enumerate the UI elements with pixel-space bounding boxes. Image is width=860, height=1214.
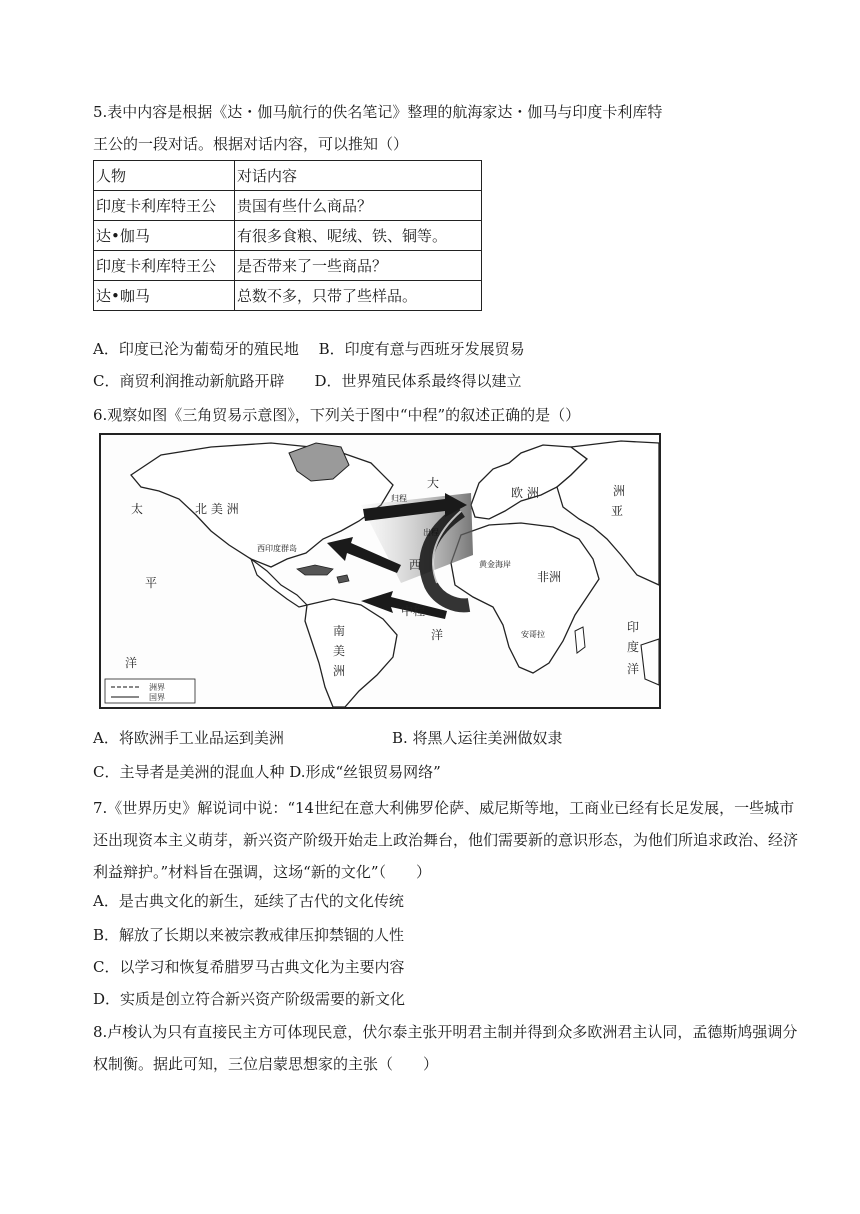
- q6-option-a: A．将欧洲手工业品运到美洲: [93, 729, 284, 747]
- table-header-row: [94, 161, 482, 191]
- label-africa: 非洲: [537, 570, 562, 584]
- table-cell-dialog: 总数不多，只带了些样品。: [235, 281, 482, 311]
- legend-country-text: 国界: [149, 693, 165, 702]
- central-america-shape: [251, 559, 307, 607]
- label-atlantic-2: 西: [409, 558, 422, 572]
- caribbean-islands-shape: [297, 565, 349, 583]
- dialog-table: [93, 160, 482, 311]
- madagascar-shape: [575, 627, 585, 653]
- label-south-america-1: 南: [333, 624, 346, 638]
- table-header-cell: 对话内容: [235, 161, 482, 191]
- table-cell-dialog: 有很多食粮、呢绒、铁、铜等。: [235, 221, 482, 251]
- table-cell-dialog: 是否带来了一些商品？: [235, 251, 482, 281]
- label-slave-coast: 黄金海岸: [479, 560, 511, 569]
- q7-option-a: A．是古典文化的新生，延续了古代的文化传统: [93, 892, 404, 910]
- label-pacific-2: 平: [145, 576, 158, 590]
- label-pacific-3: 洋: [125, 656, 138, 670]
- label-asia-1: 亚: [611, 504, 624, 518]
- legend-continent-text: 洲界: [149, 683, 165, 692]
- triangle-trade-map: [99, 433, 661, 709]
- australia-shape: [641, 639, 659, 685]
- table-cell-dialog: 贵国有些什么商品？: [235, 191, 482, 221]
- label-angola: 安哥拉: [521, 630, 545, 639]
- south-america-shape: [305, 599, 397, 707]
- label-south-america-2: 美: [333, 644, 346, 658]
- label-indian-3: 洋: [627, 662, 640, 676]
- table-cell-person: 印度卡利库特王公: [94, 251, 235, 281]
- label-pacific-1: 太: [131, 502, 144, 516]
- label-indian-2: 度: [627, 640, 640, 654]
- label-outbound: 出程: [423, 528, 439, 537]
- q6-options-line2: C．主导者是美洲的混血人种 D.形成“丝银贸易网络”: [93, 763, 441, 781]
- map-svg: [101, 435, 659, 707]
- table-row: [94, 251, 482, 281]
- label-atlantic-3: 洋: [431, 628, 444, 642]
- q7-option-d: D．实质是创立符合新兴资产阶级需要的新文化: [93, 990, 406, 1008]
- table-row: [94, 221, 482, 251]
- q5-options-line1: A．印度已沦为葡萄牙的殖民地 B．印度有意与西班牙发展贸易: [93, 340, 525, 358]
- table-header-cell: 人物: [94, 161, 235, 191]
- q5-stem-line1: 5.表中内容是根据《达・伽马航行的佚名笔记》整理的航海家达・伽马与印度卡利库特: [93, 103, 663, 121]
- q5-stem-line2: 王公的一段对话。根据对话内容，可以推知（）: [93, 135, 409, 153]
- label-atlantic-1: 大: [427, 476, 440, 490]
- q7-option-c: C．以学习和恢复希腊罗马古典文化为主要内容: [93, 958, 405, 976]
- label-middle-passage: 中程: [401, 604, 426, 618]
- label-asia-2: 洲: [613, 484, 626, 498]
- q5-options-line2: C．商贸利润推动新航路开辟 D．世界殖民体系最终得以建立: [93, 372, 522, 390]
- q8-stem: 8.卢梭认为只有直接民主方可体现民意，伏尔泰主张开明君主制并得到众多欧洲君主认同，孟德斯鸠强调分权制衡。据此可知，三位启蒙思想家的主张（ ）: [93, 1023, 798, 1073]
- table-cell-person: 印度卡利库特王公: [94, 191, 235, 221]
- label-return-route: 归程: [391, 494, 407, 503]
- label-north-america: 北 美 洲: [195, 502, 239, 516]
- q7-stem: 7.《世界历史》解说词中说：“14世纪在意大利佛罗伦萨、威尼斯等地，工商业已经有长足发展，一些城市还出现资本主义萌芽，新兴资产阶级开始走上政治舞台，他们需要新的意识形态，为他们所追求政治、经济利益辩护。”材料旨在强调，这场“新的文化”（ ）: [93, 799, 799, 881]
- label-south-america-3: 洲: [333, 664, 346, 678]
- q7-option-b: B．解放了长期以来被宗教戒律压抑禁锢的人性: [93, 926, 405, 944]
- table-row: [94, 281, 482, 311]
- label-europe: 欧 洲: [511, 486, 539, 500]
- table-row: [94, 191, 482, 221]
- q6-stem: 6.观察如图《三角贸易示意图》，下列关于图中“中程”的叙述正确的是（）: [93, 406, 581, 424]
- label-west-indies: 西印度群岛: [257, 544, 297, 553]
- label-indian-1: 印: [627, 620, 640, 634]
- table-cell-person: 达•咖马: [94, 281, 235, 311]
- table-cell-person: 达•伽马: [94, 221, 235, 251]
- q6-option-b: B. 将黑人运往美洲做奴隶: [392, 729, 563, 747]
